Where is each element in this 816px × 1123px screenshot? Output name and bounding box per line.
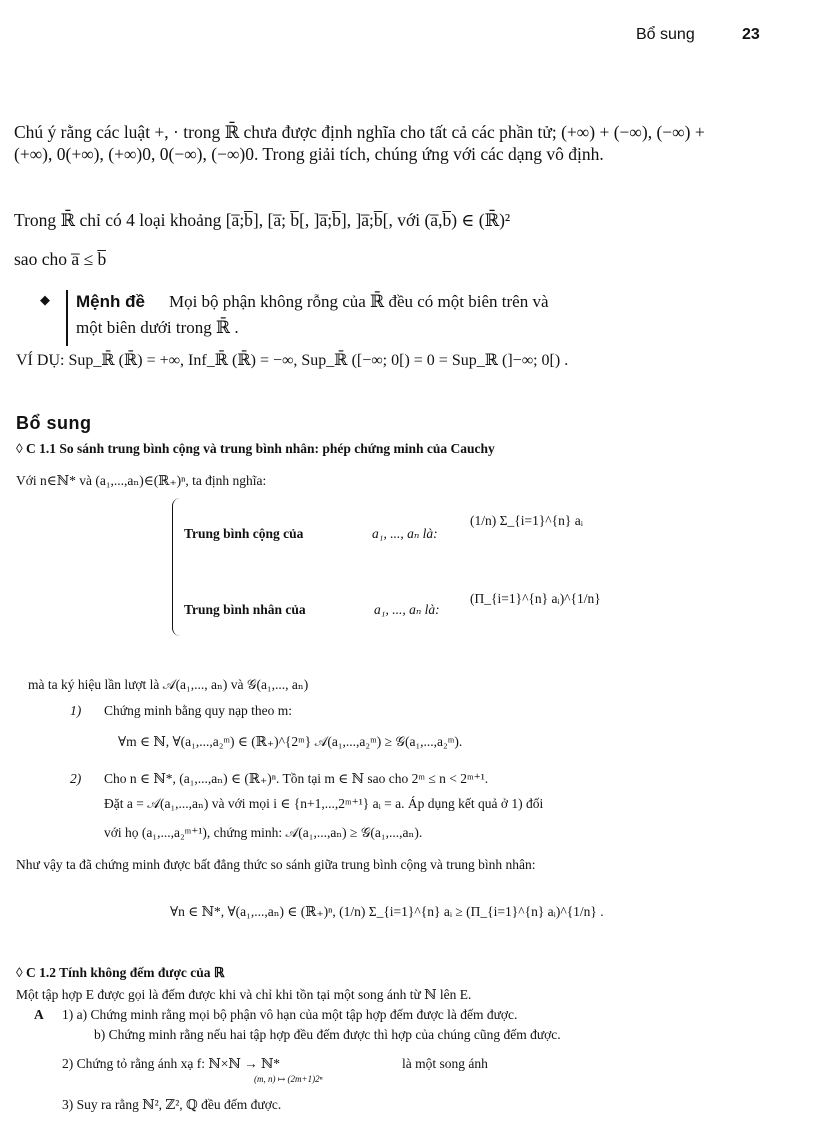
item1-formula: ∀m ∈ ℕ, ∀(a₁,...,a₂ᵐ) ∈ (ℝ₊)^{2ᵐ} 𝒜(a₁,...,a₂ᵐ) ≥ 𝒢(a₁,...,a₂ᵐ). xyxy=(118,734,463,749)
proposition-bar xyxy=(66,290,68,346)
item1-text: Chứng minh bằng quy nạp theo m: xyxy=(104,703,293,718)
intro-paragraph-2: Trong ℝ̄ chỉ có 4 loại khoảng [a̅;b̅], [a̅; b̅[, ]a̅;b̅], ]a̅;b̅[, với (a̅,b̅) ∈ (ℝ̄)² xyxy=(14,210,511,230)
c12-item-1b: b) Chứng minh rằng nếu hai tập hợp đều đếm được thì hợp của chúng cũng đếm được. xyxy=(94,1027,561,1042)
example-line: VÍ DỤ: Sup_ℝ̄ (ℝ̄) = +∞, Inf_ℝ̄ (ℝ̄) = −∞, Sup_ℝ̄ ([−∞; 0[) = 0 = Sup_ℝ (]−∞; 0[) . xyxy=(16,352,569,369)
proposition xyxy=(76,289,726,341)
page-number: 23 xyxy=(742,26,760,43)
c11-notation: mà ta ký hiệu lần lượt là 𝒜(a₁,..., aₙ) và 𝒢(a₁,..., aₙ) xyxy=(28,677,309,692)
header-section-title: Bổ sung xyxy=(636,26,695,43)
arith-label: Trung bình cộng của xyxy=(184,526,304,541)
c12-title: ◊ C 1.2 Tính không đếm được của ℝ xyxy=(16,965,225,980)
c11-final-formula: ∀n ∈ ℕ*, ∀(a₁,...,aₙ) ∈ (ℝ₊)ⁿ, (1/n) Σ_{i=1}^{n} aᵢ ≥ (Π_{i=1}^{n} aᵢ)^{1/n} . xyxy=(170,904,604,919)
section-title: Bổ sung xyxy=(16,413,92,433)
proposition-line-1: Mọi bộ phận không rỗng của ℝ̄ đều có một biên trên và xyxy=(168,292,549,311)
c11-conclusion: Như vậy ta đã chứng minh được bất đẳng thức so sánh giữa trung bình cộng và trung bình nhân: xyxy=(16,857,536,872)
geom-formula: (Π_{i=1}^{n} aᵢ)^{1/n} xyxy=(470,591,601,606)
proposition-line-2: một biên dưới trong ℝ̄ . xyxy=(76,318,239,337)
item2-num: 2) xyxy=(70,771,82,786)
c12-item-2: 2) Chứng tỏ rằng ánh xạ f: ℕ×ℕ → ℕ* xyxy=(62,1056,281,1071)
c12-label-a: A xyxy=(34,1007,44,1022)
proposition-title: Mệnh đề xyxy=(76,292,145,311)
arith-vars: a₁, ..., aₙ là: xyxy=(372,526,438,541)
item1-num: 1) xyxy=(70,703,82,718)
item2-line-1: Cho n ∈ ℕ*, (a₁,...,aₙ) ∈ (ℝ₊)ⁿ. Tồn tại m ∈ ℕ sao cho 2ᵐ ≤ n < 2ᵐ⁺¹. xyxy=(104,771,489,786)
item2-line-2: Đặt a = 𝒜(a₁,...,aₙ) và với mọi i ∈ {n+1,...,2ᵐ⁺¹} aᵢ = a. Áp dụng kết quả ở 1) đối xyxy=(104,796,544,811)
c11-intro: Với n∈ℕ* và (a₁,...,aₙ)∈(ℝ₊)ⁿ, ta định nghĩa: xyxy=(16,473,267,488)
definition-brace xyxy=(172,498,181,636)
intro-paragraph-1: Chú ý rằng các luật +, · trong ℝ̄ chưa được định nghĩa cho tất cả các phần tử; (+∞) + (−∞), (−∞) + (+∞), 0(+∞), (+∞)0, 0(−∞), (−∞)0. Trong giải tích, chúng ứng với các dạng vô định. xyxy=(14,122,705,164)
c12-definition: Một tập hợp E được gọi là đếm được khi và chỉ khi tồn tại một song ánh từ ℕ lên E. xyxy=(16,987,472,1002)
intro-paragraph-3: sao cho a̅ ≤ b̅ xyxy=(14,249,107,269)
c12-item-3: 3) Suy ra rằng ℕ², ℤ², ℚ đều đếm được. xyxy=(62,1097,282,1112)
c12-item-1a: 1) a) Chứng minh rằng mọi bộ phận vô hạn của một tập hợp đếm được là đếm được. xyxy=(62,1007,518,1022)
geom-vars: a₁, ..., aₙ là: xyxy=(374,602,440,617)
c11-title: ◊ C 1.1 So sánh trung bình cộng và trung bình nhân: phép chứng minh của Cauchy xyxy=(16,441,495,456)
diamond-bullet-icon: ◆ xyxy=(40,292,50,307)
c12-item-2-tail: là một song ánh xyxy=(402,1056,488,1071)
item2-line-3: với họ (a₁,...,a₂ᵐ⁺¹), chứng minh: 𝒜(a₁,...,aₙ) ≥ 𝒢(a₁,...,aₙ). xyxy=(104,825,423,840)
c12-item-2-sub: (m, n) ↦ (2m+1)2ⁿ xyxy=(254,1074,323,1084)
arith-formula: (1/n) Σ_{i=1}^{n} aᵢ xyxy=(470,513,583,528)
geom-label: Trung bình nhân của xyxy=(184,602,306,617)
